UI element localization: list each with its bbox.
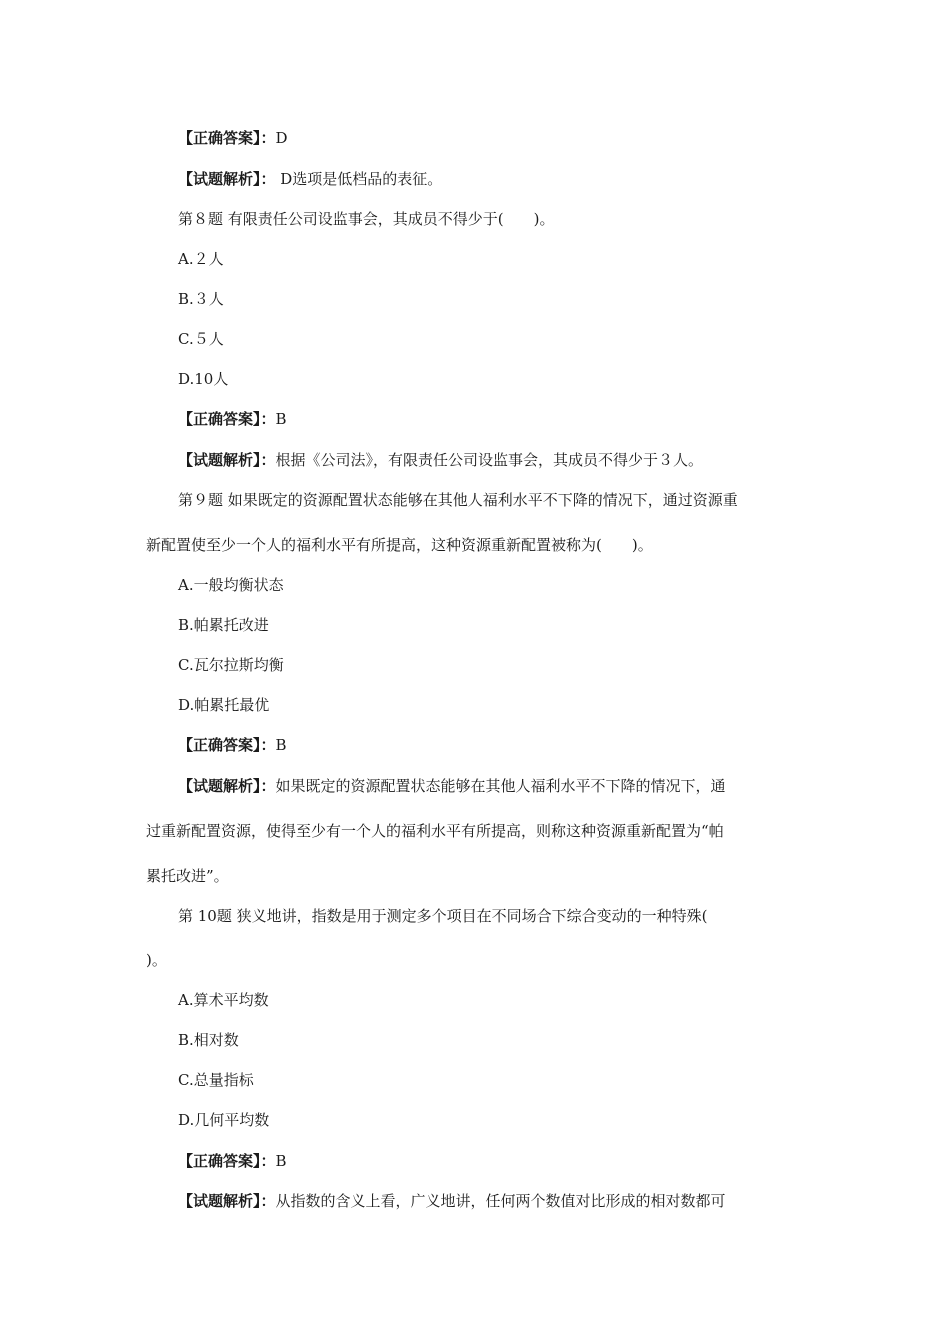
q8-option-c: C.５人 bbox=[178, 330, 224, 348]
q7-analysis bbox=[178, 169, 442, 189]
q9-option-c: C.瓦尔拉斯均衡 bbox=[178, 656, 284, 674]
q10-option-c: C.总量指标 bbox=[178, 1071, 254, 1089]
analysis-label: 【试题解析】： bbox=[178, 451, 276, 469]
answer-label: 【正确答案】： bbox=[178, 736, 276, 754]
q9-analysis-line3: 累托改进”。 bbox=[146, 867, 229, 885]
answer-value: B bbox=[275, 410, 287, 428]
answer-label: 【正确答案】： bbox=[178, 129, 276, 147]
q9-option-b: B.帕累托改进 bbox=[178, 616, 269, 634]
answer-value: B bbox=[275, 736, 287, 754]
q10-stem-line2: )。 bbox=[146, 951, 167, 969]
q9-analysis-line1 bbox=[178, 776, 726, 796]
q9-answer bbox=[178, 735, 287, 755]
q10-analysis-line1 bbox=[178, 1191, 726, 1211]
q8-option-b: B.３人 bbox=[178, 290, 224, 308]
q8-stem: 第８题 有限责任公司设监事会，其成员不得少于( )。 bbox=[178, 210, 555, 228]
analysis-text: 根据《公司法》，有限责任公司设监事会，其成员不得少于３人。 bbox=[275, 451, 704, 469]
q9-stem-line1: 第９题 如果既定的资源配置状态能够在其他人福利水平不下降的情况下，通过资源重 bbox=[178, 491, 738, 509]
q8-option-a: A.２人 bbox=[178, 250, 224, 268]
answer-value: B bbox=[275, 1152, 287, 1170]
q10-option-d: D.几何平均数 bbox=[178, 1111, 270, 1129]
q7-answer bbox=[178, 128, 288, 148]
q10-stem-line1: 第 10题 狭义地讲，指数是用于测定多个项目在不同场合下综合变动的一种特殊( bbox=[178, 907, 708, 925]
q8-option-d: D.10人 bbox=[178, 370, 229, 388]
analysis-label: 【试题解析】： bbox=[178, 777, 276, 795]
q9-option-a: A.一般均衡状态 bbox=[178, 576, 284, 594]
q10-answer bbox=[178, 1151, 287, 1171]
analysis-text: 从指数的含义上看，广义地讲，任何两个数值对比形成的相对数都可 bbox=[275, 1192, 726, 1210]
answer-value: D bbox=[275, 129, 288, 147]
q9-option-d: D.帕累托最优 bbox=[178, 696, 270, 714]
q9-stem-line2: 新配置使至少一个人的福利水平有所提高，这种资源重新配置被称为( )。 bbox=[146, 536, 653, 554]
q10-option-a: A.算术平均数 bbox=[178, 991, 269, 1009]
analysis-text: D选项是低档品的表征。 bbox=[275, 170, 443, 188]
analysis-label: 【试题解析】： bbox=[178, 170, 276, 188]
q8-analysis bbox=[178, 450, 703, 470]
analysis-text: 如果既定的资源配置状态能够在其他人福利水平不下降的情况下，通 bbox=[275, 777, 726, 795]
answer-label: 【正确答案】： bbox=[178, 1152, 276, 1170]
q10-option-b: B.相对数 bbox=[178, 1031, 239, 1049]
q8-answer bbox=[178, 409, 287, 429]
q9-analysis-line2: 过重新配置资源，使得至少有一个人的福利水平有所提高，则称这种资源重新配置为“帕 bbox=[146, 822, 724, 840]
analysis-label: 【试题解析】： bbox=[178, 1192, 276, 1210]
answer-label: 【正确答案】： bbox=[178, 410, 276, 428]
